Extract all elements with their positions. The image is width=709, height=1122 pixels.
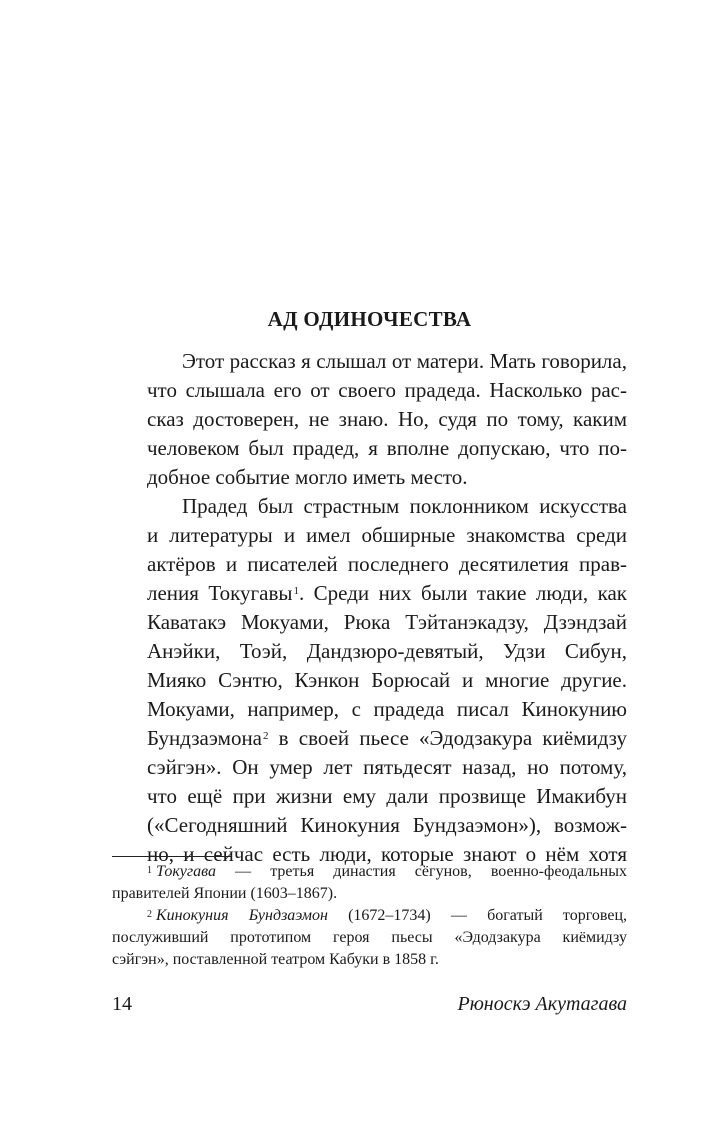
text-segment: . Среди них были такие люди, как <box>298 581 627 605</box>
text-segment: ления Токугавы <box>147 581 293 605</box>
text-line: добное событие могло иметь место. <box>147 465 468 489</box>
footnote-ref-1[interactable]: 1 <box>293 585 299 597</box>
footnote-text: — третья династия сёгунов, военно-феодальных <box>215 863 627 880</box>
paragraph-1 <box>112 347 627 492</box>
text-line: Этот рассказ я слышал от матери. Мать говорила, <box>182 349 627 373</box>
footnote-number: 2 <box>147 909 152 920</box>
text-line: и литературы и имел обширные знакомства среди <box>147 523 627 547</box>
text-line: сказ достоверен, не знаю. Но, судя по тому, каким <box>147 407 627 431</box>
footnote-ref-2[interactable]: 2 <box>263 730 269 742</box>
text-line: Мияко Сэнтю, Кэнкон Борюсай и многие другие. <box>147 668 627 692</box>
footnote-1 <box>112 861 627 905</box>
text-line: Каватакэ Мокуами, Рюка Тэйтанэкадзу, Дзэндзай <box>147 610 627 634</box>
footnote-text: (1672–1734) — богатый торговец, <box>327 907 628 924</box>
footnote-2 <box>112 905 627 971</box>
text-line-with-footnote-2 <box>112 724 627 753</box>
chapter-title: АД ОДИНОЧЕСТВА <box>267 307 472 331</box>
footnote-divider <box>112 856 231 857</box>
text-line: сэйгэн». Он умер лет пятьдесят назад, но потому, <box>147 755 627 779</box>
text-line: но, и сейчас есть люди, которые знают о нём хотя <box>147 842 627 866</box>
text-line: Прадед был страстным поклонником искусства <box>182 494 627 518</box>
text-line: актёров и писателей последнего десятилетия прав- <box>147 552 627 576</box>
running-author: Рюноскэ Акутагава <box>457 993 627 1015</box>
footnote-line: сэйгэн», поставленной театром Кабуки в 1858 г. <box>112 951 439 968</box>
text-line: человеком был прадед, я вполне допускаю, что по- <box>147 436 627 460</box>
footnotes <box>112 861 627 971</box>
page-number: 14 <box>112 993 132 1015</box>
body-text <box>112 347 627 869</box>
paragraph-2 <box>112 492 627 869</box>
footnote-line <box>112 861 627 883</box>
text-line: Анэйки, Тоэй, Дандзюро-девятый, Удзи Сибун, <box>147 639 627 663</box>
text-line-with-footnote-1 <box>112 579 627 608</box>
text-line: («Сегодняшний Кинокуния Бундзаэмон»), возмож- <box>147 813 627 837</box>
footnote-line <box>112 905 627 927</box>
text-segment: Бундзаэмона <box>147 726 263 750</box>
footnote-line: правителей Японии (1603–1867). <box>112 885 338 902</box>
text-line: Мокуами, например, с прадеда писал Кинокунию <box>147 697 627 721</box>
footnote-term: Токугава <box>156 863 216 880</box>
text-line: что слышала его от своего прадеда. Насколько рас- <box>147 378 627 402</box>
text-segment: в своей пьесе «Эдодзакура киёмидзу <box>268 726 627 750</box>
footnote-line: послуживший прототипом героя пьесы «Эдодзакура киёмидзу <box>112 929 627 946</box>
book-page <box>112 0 627 1122</box>
text-line: что ещё при жизни ему дали прозвище Имакибун <box>147 784 627 808</box>
footnote-number: 1 <box>147 865 152 876</box>
footnote-term: Кинокуния Бундзаэмон <box>156 907 328 924</box>
